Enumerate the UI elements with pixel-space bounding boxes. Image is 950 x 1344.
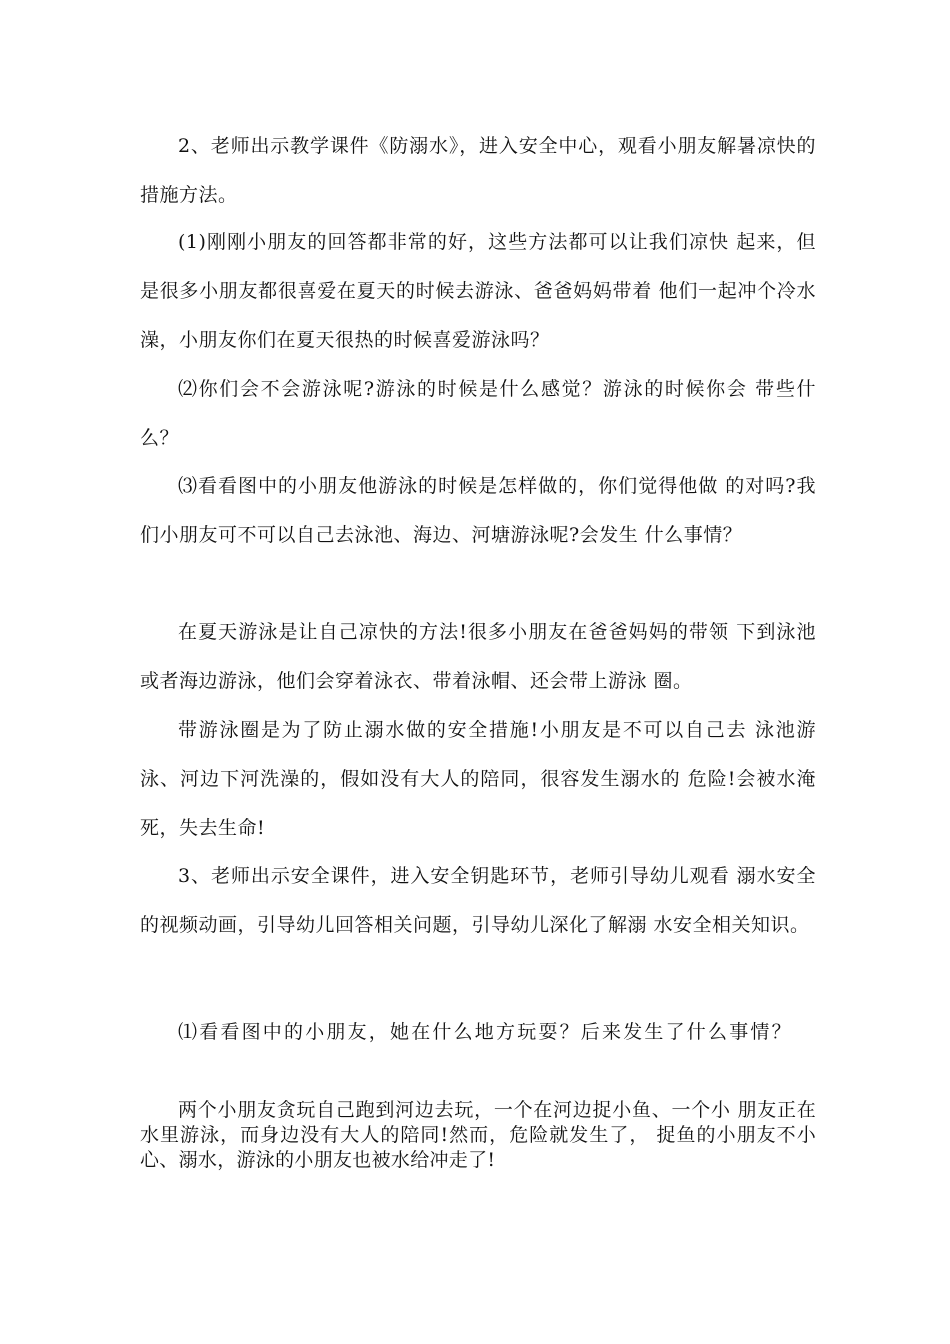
paragraph-story: 两个小朋友贪玩自己跑到河边去玩，一个在河边捉小鱼、一个小 朋友正在水里游泳，而身边没有大人的陪同!然而，危险就发生了， 捉鱼的小朋友不小心、溺水，游泳的小朋友也被水给冲走了! xyxy=(140,1099,816,1171)
paragraph-step-2: 2、老师出示教学课件《防溺水》，进入安全中心，观看小朋友解暑凉快的措施方法。 xyxy=(140,135,816,206)
paragraph-step-3: 3、老师出示安全课件，进入安全钥匙环节，老师引导幼儿观看 溺水安全的视频动画，引导幼儿回答相关问题，引导幼儿深化了解溺 水安全相关知识。 xyxy=(140,865,816,936)
paragraph-question-2: ⑵你们会不会游泳呢?游泳的时候是什么感觉？游泳的时候你会 带些什么？ xyxy=(140,378,816,449)
paragraph-summer-swimming: 在夏天游泳是让自己凉快的方法!很多小朋友在爸爸妈妈的带领 下到泳池或者海边游泳，他们会穿着泳衣、带着泳帽、还会带上游泳 圈。 xyxy=(140,621,816,692)
paragraph-question-1: (1)刚刚小朋友的回答都非常的好，这些方法都可以让我们凉快 起来，但是很多小朋友都很喜爱在夏天的时候去游泳、爸爸妈妈带着 他们一起冲个冷水澡，小朋友你们在夏天很热的时候喜爱游泳吗？ xyxy=(140,231,816,351)
paragraph-swim-ring: 带游泳圈是为了防止溺水做的安全措施!小朋友是不可以自己去 泳池游泳、河边下河洗澡的，假如没有大人的陪同，很容发生溺水的 危险!会被水淹死，失去生命! xyxy=(140,719,816,839)
paragraph-question-picture: ⑴看看图中的小朋友，她在什么地方玩耍？后来发生了什么事情？ xyxy=(178,1021,793,1043)
paragraph-question-3: ⑶看看图中的小朋友他游泳的时候是怎样做的，你们觉得他做 的对吗?我们小朋友可不可以自己去泳池、海边、河塘游泳呢?会发生 什么事情？ xyxy=(140,475,816,546)
